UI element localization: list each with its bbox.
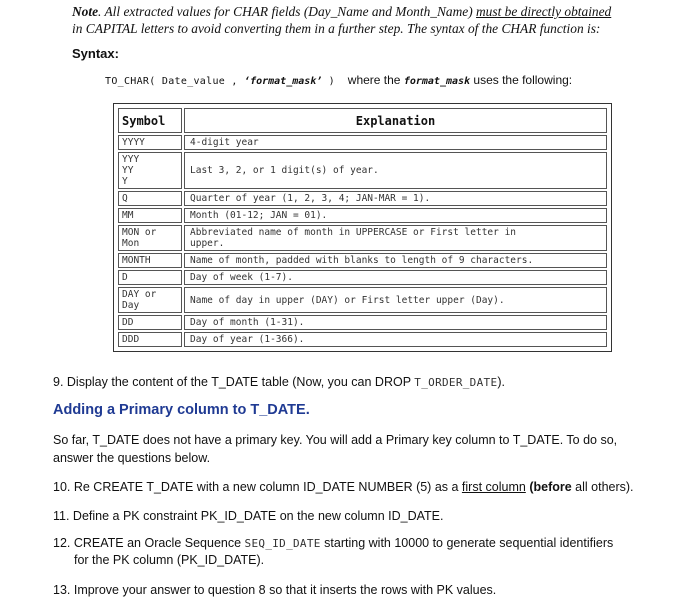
question-12-text: 12. CREATE an Oracle Sequence	[53, 536, 245, 550]
question-10-text: 10. Re CREATE T_DATE with a new column ID_DATE NUMBER (5) as a	[53, 480, 462, 494]
explanation-cell: Month (01-12; JAN = 01).	[184, 208, 607, 223]
table-header-row	[118, 108, 607, 133]
symbol-cell: DDD	[118, 332, 182, 347]
syntax-where-text: where the	[347, 73, 404, 87]
symbol-cell: YYY YY Y	[118, 152, 182, 189]
symbol-cell: MONTH	[118, 253, 182, 268]
note-underlined: must be directly obtained	[476, 4, 612, 19]
table-row	[118, 191, 607, 206]
note-paragraph	[72, 3, 682, 37]
question-12-line2: for the PK column (PK_ID_DATE).	[74, 553, 265, 567]
explanation-cell: Name of day in upper (DAY) or First letter upper (Day).	[184, 287, 607, 313]
explanation-column-header: Explanation	[184, 108, 607, 133]
syntax-where-end: uses the following:	[470, 73, 573, 87]
syntax-line	[105, 73, 572, 87]
syntax-format-mask: ‘format_mask’	[244, 76, 323, 87]
table-row	[118, 253, 607, 268]
question-10-underlined: first column	[461, 480, 526, 494]
symbol-cell: Q	[118, 191, 182, 206]
symbol-cell: YYYY	[118, 135, 182, 150]
explanation-cell: Quarter of year (1, 2, 3, 4; JAN-MAR = 1).	[184, 191, 607, 206]
question-12-end: starting with 10000 to generate sequential identifiers	[320, 536, 614, 550]
question-10-bold: (before	[529, 480, 572, 494]
note-text-2: in CAPITAL letters to avoid converting them in a further step. The syntax of the CHAR function is:	[72, 21, 601, 36]
explanation-cell: Name of month, padded with blanks to length of 9 characters.	[184, 253, 607, 268]
symbol-cell: D	[118, 270, 182, 285]
question-11: 11. Define a PK constraint PK_ID_DATE on the new column ID_DATE.	[53, 509, 444, 523]
question-10-end: all others).	[571, 480, 634, 494]
question-9	[53, 375, 505, 389]
syntax-prefix: TO_CHAR( Date_value ,	[105, 76, 245, 87]
question-12-code: SEQ_ID_DATE	[244, 537, 321, 550]
syntax-where-mask: format_mask	[403, 76, 471, 87]
table-row	[118, 208, 607, 223]
question-10	[53, 479, 663, 496]
symbol-cell: DAY or Day	[118, 287, 182, 313]
explanation-cell: Day of year (1-366).	[184, 332, 607, 347]
format-mask-table	[113, 103, 612, 352]
symbol-column-header: Symbol	[118, 108, 182, 133]
table-row	[118, 287, 607, 313]
symbol-cell: DD	[118, 315, 182, 330]
section-heading: Adding a Primary column to T_DATE.	[53, 402, 310, 418]
explanation-cell: Day of month (1-31).	[184, 315, 607, 330]
syntax-suffix: )	[322, 76, 335, 87]
question-9-text: 9. Display the content of the T_DATE table (Now, you can DROP	[53, 375, 415, 389]
explanation-cell: Abbreviated name of month in UPPERCASE or First letter in upper.	[184, 225, 607, 251]
question-13: 13. Improve your answer to question 8 so that it inserts the rows with PK values.	[53, 583, 497, 597]
table-body	[118, 135, 607, 347]
table-row	[118, 270, 607, 285]
symbol-cell: MON or Mon	[118, 225, 182, 251]
table-row	[118, 225, 607, 251]
explanation-cell: Day of week (1-7).	[184, 270, 607, 285]
syntax-label: Syntax:	[72, 46, 119, 61]
table-row	[118, 332, 607, 347]
symbol-cell: MM	[118, 208, 182, 223]
question-12	[53, 535, 663, 569]
table-row	[118, 315, 607, 330]
table-row	[118, 152, 607, 189]
note-text-1: . All extracted values for CHAR fields (Day_Name and Month_Name)	[98, 4, 477, 19]
note-label: Note	[72, 4, 99, 19]
question-9-code: T_ORDER_DATE	[414, 376, 498, 389]
question-9-end: ).	[497, 375, 506, 389]
table-row	[118, 135, 607, 150]
explanation-cell: Last 3, 2, or 1 digit(s) of year.	[184, 152, 607, 189]
intro-paragraph: So far, T_DATE does not have a primary key. You will add a Primary key column to T_DATE. To do so, answer the questions below.	[53, 433, 618, 465]
explanation-cell: 4-digit year	[184, 135, 607, 150]
